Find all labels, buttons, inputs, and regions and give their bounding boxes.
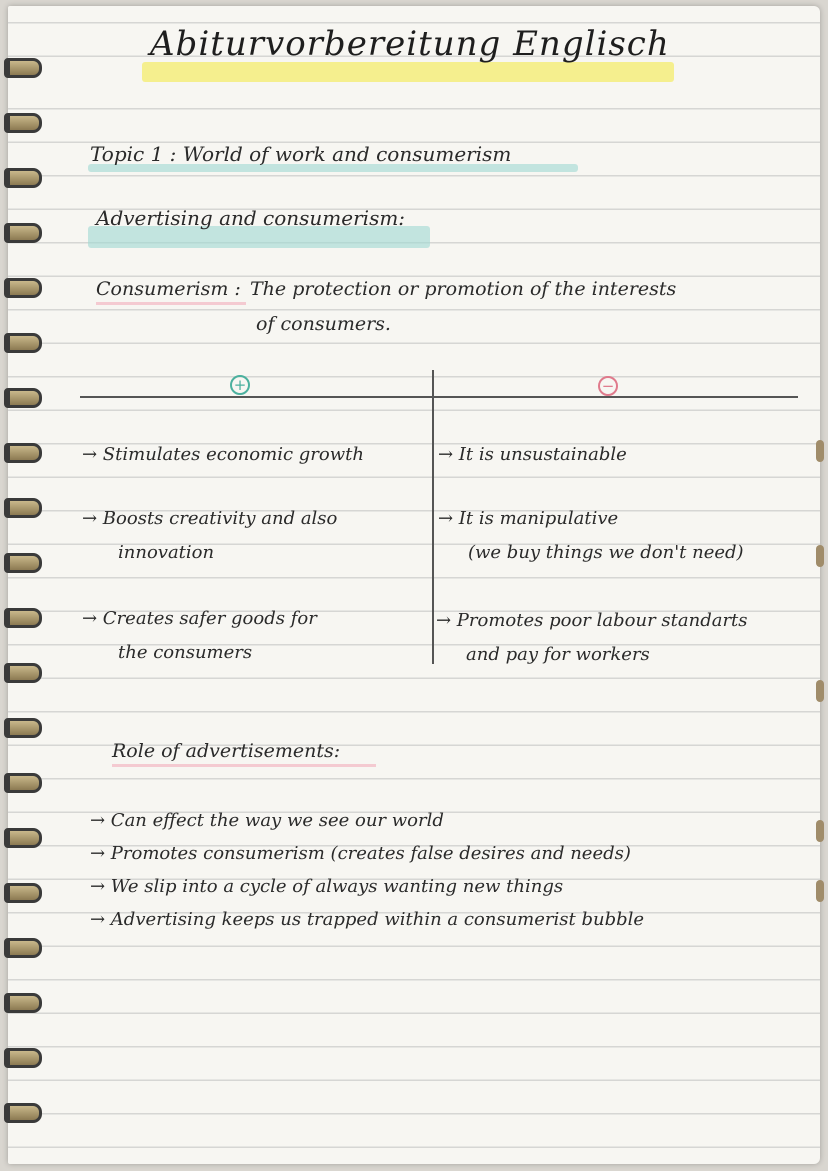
page-edge-tab [816, 545, 824, 567]
spiral-ring [4, 443, 42, 463]
spiral-ring [4, 828, 42, 848]
pro-item: → Boosts creativity and also [82, 508, 338, 529]
role-point: → Can effect the way we see our world [90, 810, 444, 831]
definition-term: Consumerism : [96, 278, 241, 300]
spiral-ring [4, 938, 42, 958]
spiral-ring [4, 278, 42, 298]
con-item: → Promotes poor labour standarts [436, 610, 748, 631]
definition-text: The protection or promotion of the interests [250, 278, 677, 300]
title-highlight [142, 62, 674, 82]
section-heading: Advertising and consumerism: [96, 206, 406, 230]
pro-item: → Creates safer goods for [82, 608, 317, 629]
page-edge-tab [816, 880, 824, 902]
role-heading: Role of advertisements: [112, 740, 341, 762]
spiral-ring [4, 1103, 42, 1123]
role-point: → Advertising keeps us trapped within a consumerist bubble [90, 909, 645, 930]
spiral-ring [4, 168, 42, 188]
spiral-ring [4, 388, 42, 408]
spiral-ring [4, 883, 42, 903]
spiral-ring [4, 223, 42, 243]
con-item: → It is manipulative [438, 508, 619, 529]
minus-icon: − [598, 376, 618, 396]
spiral-binding [0, 0, 46, 1171]
spiral-ring [4, 663, 42, 683]
spiral-ring [4, 113, 42, 133]
con-item-continued: and pay for workers [466, 644, 650, 665]
con-item: → It is unsustainable [438, 444, 627, 465]
spiral-ring [4, 608, 42, 628]
definition-text-continued: of consumers. [256, 313, 391, 335]
page-edge-tab [816, 820, 824, 842]
pro-item-continued: the consumers [118, 642, 253, 663]
spiral-ring [4, 993, 42, 1013]
spiral-ring [4, 773, 42, 793]
spiral-ring [4, 333, 42, 353]
table-divider-vertical [432, 370, 434, 664]
role-point: → Promotes consumerism (creates false desires and needs) [90, 843, 631, 864]
spiral-ring [4, 58, 42, 78]
pro-item: → Stimulates economic growth [82, 444, 364, 465]
spiral-ring [4, 1048, 42, 1068]
spiral-ring [4, 498, 42, 518]
role-point: → We slip into a cycle of always wanting new things [90, 876, 564, 897]
topic-line: Topic 1 : World of work and consumerism [90, 142, 512, 166]
pro-item-continued: innovation [118, 542, 215, 563]
con-item-continued: (we buy things we don't need) [468, 542, 744, 563]
role-underline [112, 764, 376, 767]
page-title: Abiturvorbereitung Englisch [150, 24, 670, 64]
page-edge-tab [816, 680, 824, 702]
spiral-ring [4, 718, 42, 738]
table-divider-horizontal [80, 396, 798, 398]
notebook-page [8, 6, 820, 1164]
page-edge-tab [816, 440, 824, 462]
term-underline [96, 302, 246, 305]
plus-icon: + [230, 375, 250, 395]
spiral-ring [4, 553, 42, 573]
